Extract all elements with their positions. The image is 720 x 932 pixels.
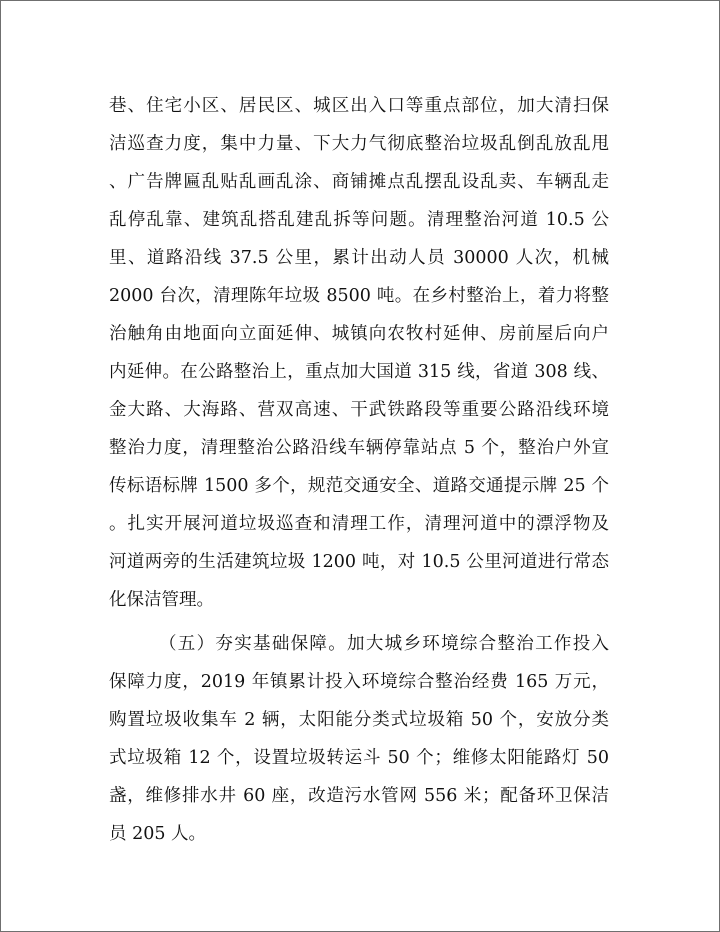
text-line: 治触角由地面向立面延伸、城镇向农牧村延伸、房前屋后向户 [109, 324, 609, 344]
text-line: 内延伸。在公路整治上，重点加大国道 315 线，省道 308 线、 [109, 362, 609, 382]
text-line: 。扎实开展河道垃圾巡查和清理工作，清理河道中的漂浮物及 [109, 514, 609, 534]
section-heading-line: （五）夯实基础保障。加大城乡环境综合整治工作投入 [159, 634, 609, 654]
text-line: 保障力度，2019 年镇累计投入环境综合整治经费 165 万元， [109, 672, 609, 692]
text-line: 员 205 人。 [109, 824, 207, 844]
text-line: 整治力度，清理整治公路沿线车辆停靠站点 5 个，整治户外宣 [109, 438, 609, 458]
text-line: 盏，维修排水井 60 座，改造污水管网 556 米；配备环卫保洁 [109, 786, 609, 806]
text-line: 河道两旁的生活建筑垃圾 1200 吨，对 10.5 公里河道进行常态 [109, 552, 609, 572]
text-line: 2000 台次，清理陈年垃圾 8500 吨。在乡村整治上，着力将整 [109, 286, 609, 306]
text-line: 购置垃圾收集车 2 辆，太阳能分类式垃圾箱 50 个，安放分类 [109, 710, 609, 730]
paragraph-infrastructure-guarantee [109, 625, 609, 853]
text-line: 里、道路沿线 37.5 公里，累计出动人员 30000 人次，机械 [109, 248, 609, 268]
text-line: 巷、住宅小区、居民区、城区出入口等重点部位，加大清扫保 [109, 96, 609, 116]
paragraph-urban-rural-cleanup [109, 87, 609, 619]
text-line: 洁巡查力度，集中力量、下大力气彻底整治垃圾乱倒乱放乱甩 [109, 134, 609, 154]
text-line: 传标语标牌 1500 多个，规范交通安全、道路交通提示牌 25 个 [109, 476, 609, 496]
text-line: 、广告牌匾乱贴乱画乱涂、商铺摊点乱摆乱设乱卖、车辆乱走 [109, 172, 609, 192]
text-line: 化保洁管理。 [109, 590, 214, 610]
text-line: 金大路、大海路、营双高速、干武铁路段等重要公路沿线环境 [109, 400, 609, 420]
text-line: 乱停乱靠、建筑乱搭乱建乱拆等问题。清理整治河道 10.5 公 [109, 210, 609, 230]
text-line: 式垃圾箱 12 个，设置垃圾转运斗 50 个；维修太阳能路灯 50 [109, 748, 609, 768]
document-body [109, 87, 609, 853]
